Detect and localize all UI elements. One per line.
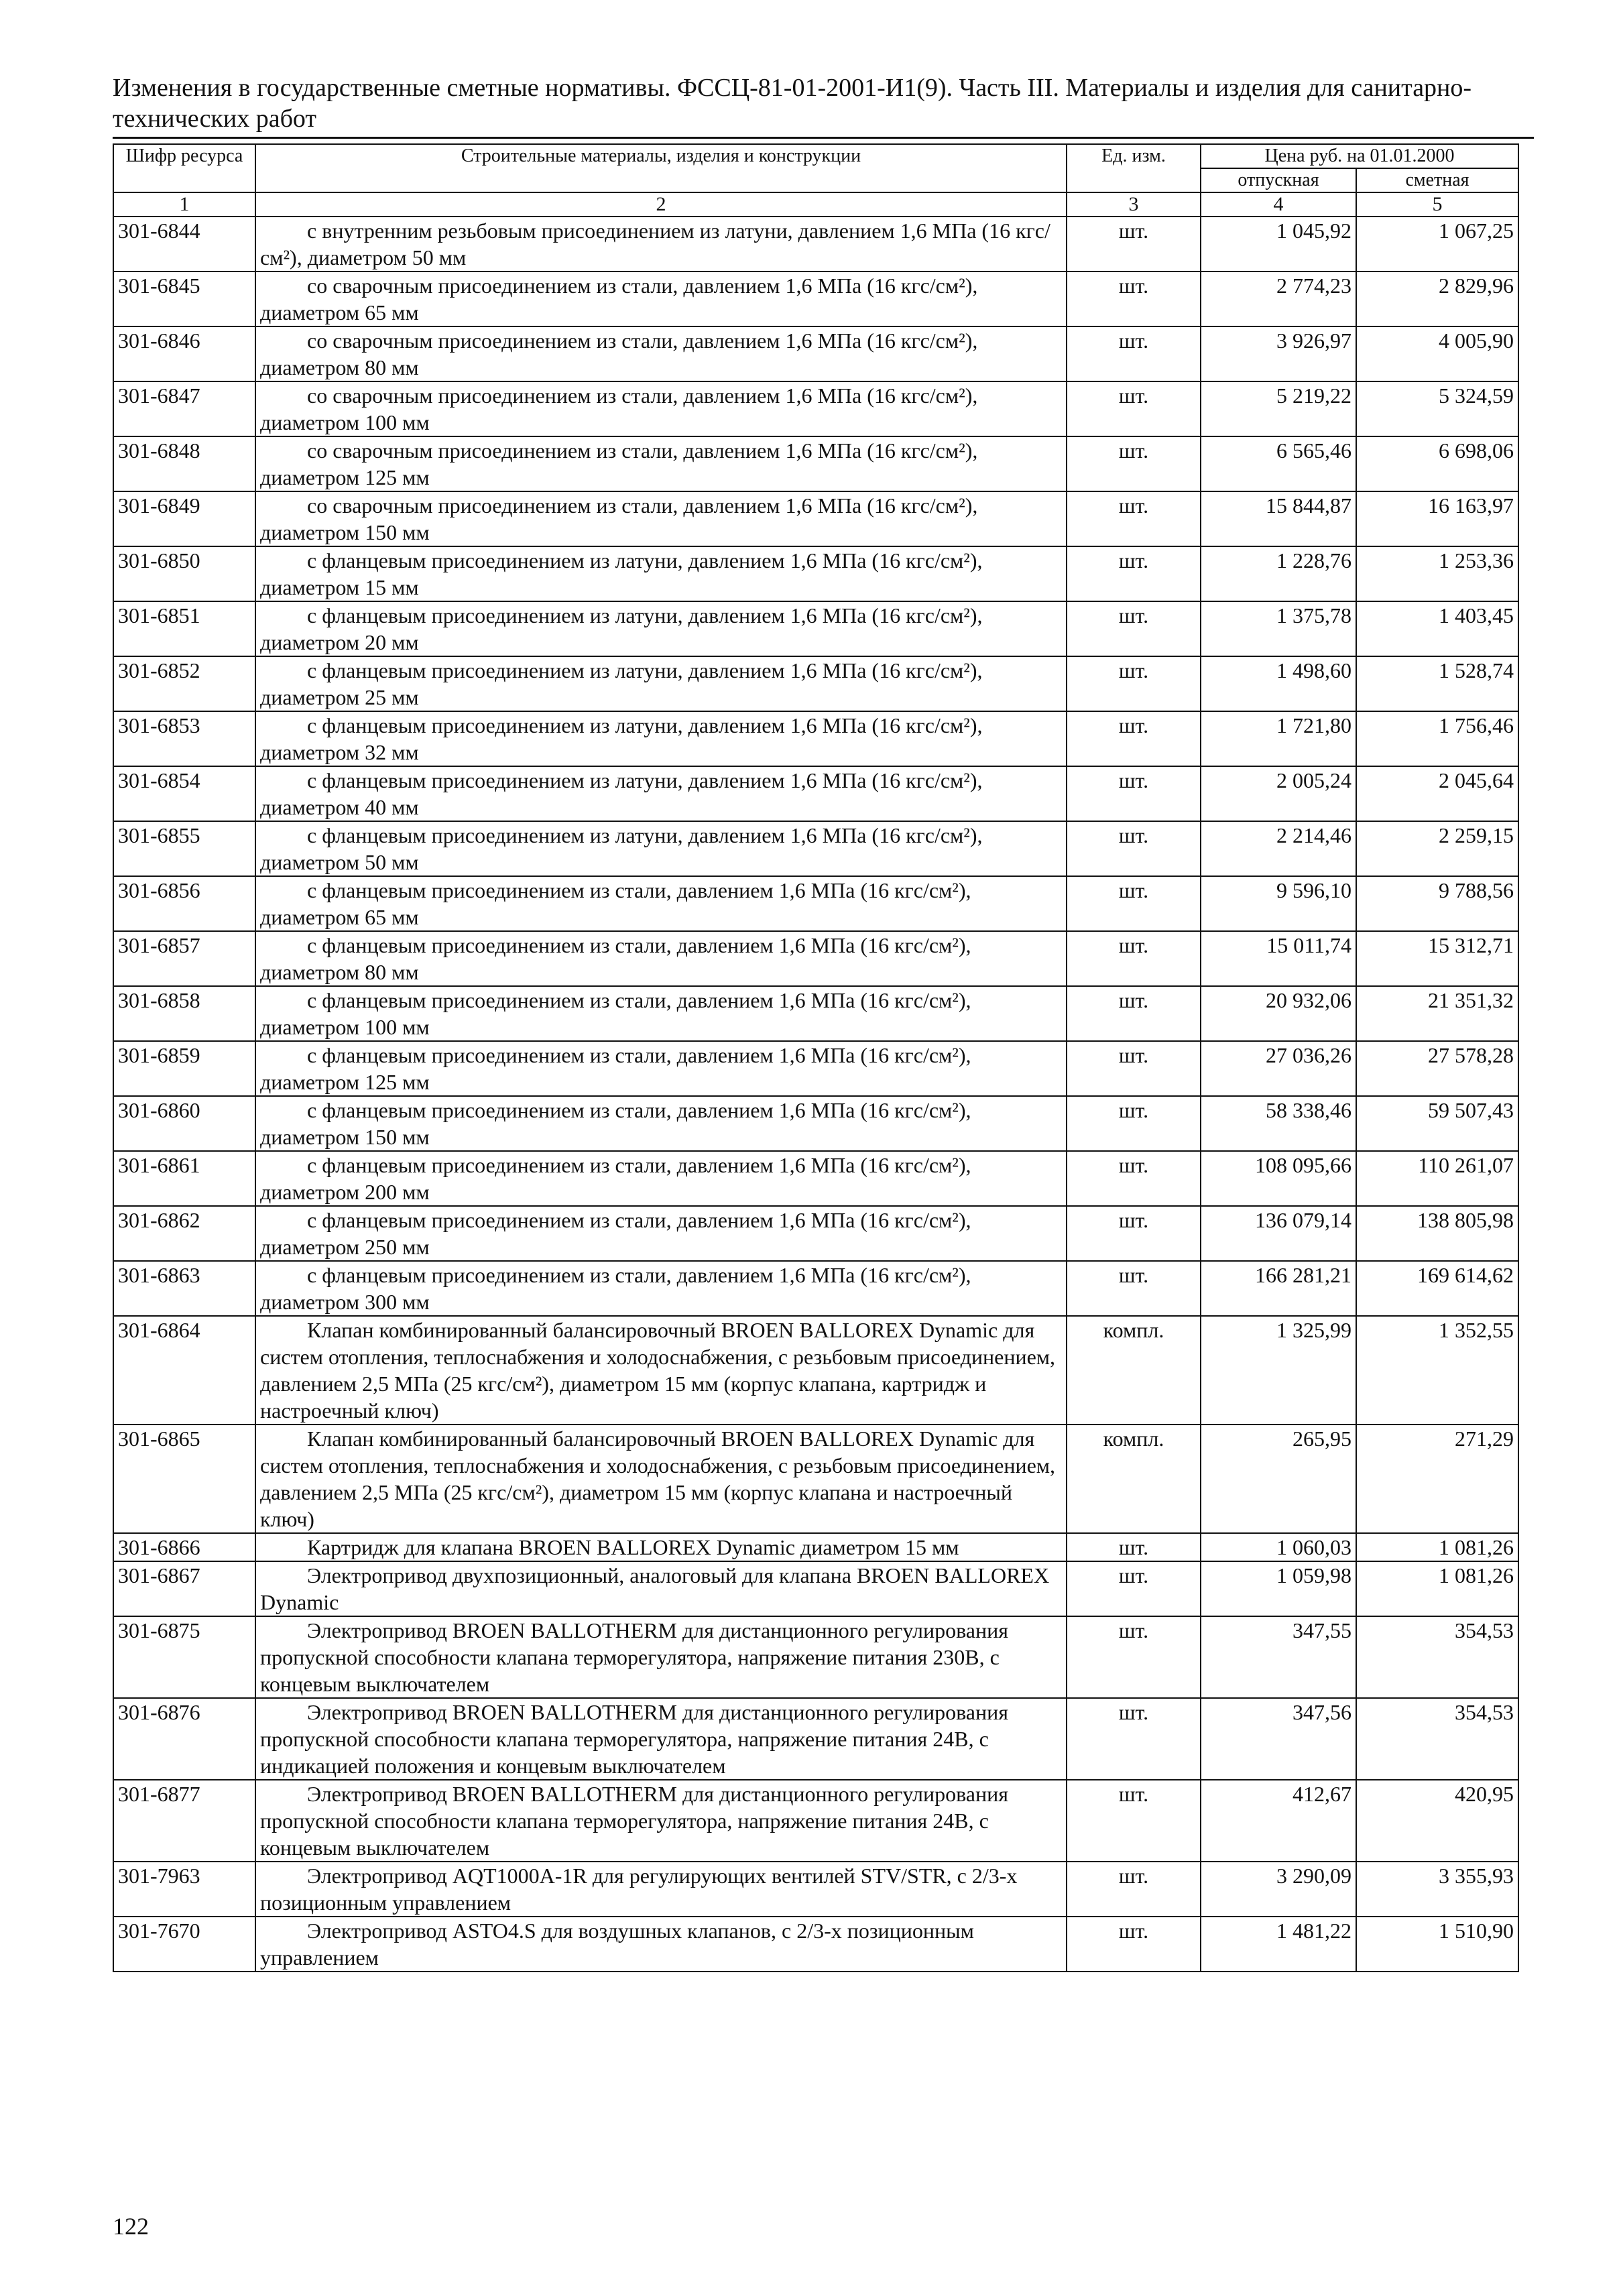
table-row xyxy=(113,326,1518,381)
resource-code: 301-6863 xyxy=(113,1261,255,1316)
release-price-cell: 1 325,99 xyxy=(1201,1316,1356,1425)
resource-code: 301-7670 xyxy=(113,1917,255,1972)
release-price-cell: 1 375,78 xyxy=(1201,601,1356,656)
item-description: со сварочным присоединением из стали, давлением 1,6 МПа (16 кгс/см²), диаметром 80 мм xyxy=(255,326,1067,381)
release-price-cell: 1 060,03 xyxy=(1201,1533,1356,1561)
estimate-price-cell: 1 510,90 xyxy=(1356,1917,1518,1972)
item-description: с фланцевым присоединением из латуни, давлением 1,6 МПа (16 кгс/см²), диаметром 50 мм xyxy=(255,821,1067,876)
table-row xyxy=(113,1206,1518,1261)
estimate-price-cell: 354,53 xyxy=(1356,1616,1518,1698)
item-description: Электропривод двухпозиционный, аналоговый для клапана BROEN BALLOREX Dynamic xyxy=(255,1561,1067,1616)
column-number: 1 xyxy=(113,192,255,217)
unit-cell: шт. xyxy=(1067,876,1201,931)
release-price-cell: 58 338,46 xyxy=(1201,1096,1356,1151)
unit-cell: шт. xyxy=(1067,217,1201,271)
unit-cell: компл. xyxy=(1067,1425,1201,1533)
table-row xyxy=(113,1096,1518,1151)
header-price: Цена руб. на 01.01.2000 xyxy=(1201,144,1518,168)
unit-cell: шт. xyxy=(1067,1533,1201,1561)
release-price-cell: 15 844,87 xyxy=(1201,491,1356,546)
resource-code: 301-6854 xyxy=(113,766,255,821)
page-number: 122 xyxy=(113,2213,149,2240)
unit-cell: шт. xyxy=(1067,1917,1201,1972)
estimate-price-cell: 4 005,90 xyxy=(1356,326,1518,381)
column-number: 3 xyxy=(1067,192,1201,217)
resource-code: 301-6857 xyxy=(113,931,255,986)
estimate-price-cell: 110 261,07 xyxy=(1356,1151,1518,1206)
estimate-price-cell: 1 756,46 xyxy=(1356,711,1518,766)
resource-code: 301-6861 xyxy=(113,1151,255,1206)
resource-code: 301-6844 xyxy=(113,217,255,271)
unit-cell: шт. xyxy=(1067,1041,1201,1096)
release-price-cell: 1 045,92 xyxy=(1201,217,1356,271)
unit-cell: шт. xyxy=(1067,821,1201,876)
release-price-cell: 27 036,26 xyxy=(1201,1041,1356,1096)
item-description: Электропривод BROEN BALLOTHERM для дистанционного регулирования пропускной способности клапана терморегулятора, напряжение питания 24В, с индикацией положения и концевым выключателем xyxy=(255,1698,1067,1780)
unit-cell: шт. xyxy=(1067,601,1201,656)
resource-code: 301-6849 xyxy=(113,491,255,546)
unit-cell: шт. xyxy=(1067,1096,1201,1151)
unit-cell: шт. xyxy=(1067,1561,1201,1616)
release-price-cell: 1 721,80 xyxy=(1201,711,1356,766)
release-price-cell: 3 290,09 xyxy=(1201,1862,1356,1917)
release-price-cell: 1 481,22 xyxy=(1201,1917,1356,1972)
unit-cell: компл. xyxy=(1067,1316,1201,1425)
header-unit: Ед. изм. xyxy=(1067,144,1201,192)
resource-code: 301-6862 xyxy=(113,1206,255,1261)
table-row xyxy=(113,1425,1518,1533)
resource-code: 301-6855 xyxy=(113,821,255,876)
resource-code: 301-6850 xyxy=(113,546,255,601)
unit-cell: шт. xyxy=(1067,1151,1201,1206)
resource-code: 301-6846 xyxy=(113,326,255,381)
unit-cell: шт. xyxy=(1067,271,1201,326)
table-row xyxy=(113,601,1518,656)
estimate-price-cell: 2 829,96 xyxy=(1356,271,1518,326)
table-row xyxy=(113,1316,1518,1425)
unit-cell: шт. xyxy=(1067,1698,1201,1780)
resource-code: 301-6860 xyxy=(113,1096,255,1151)
header-code: Шифр ресурса xyxy=(113,144,255,192)
item-description: с фланцевым присоединением из стали, давлением 1,6 МПа (16 кгс/см²), диаметром 100 мм xyxy=(255,986,1067,1041)
price-table xyxy=(113,143,1519,1972)
release-price-cell: 2 774,23 xyxy=(1201,271,1356,326)
resource-code: 301-6865 xyxy=(113,1425,255,1533)
estimate-price-cell: 59 507,43 xyxy=(1356,1096,1518,1151)
estimate-price-cell: 1 081,26 xyxy=(1356,1533,1518,1561)
column-number-row xyxy=(113,192,1518,217)
item-description: с фланцевым присоединением из стали, давлением 1,6 МПа (16 кгс/см²), диаметром 250 мм xyxy=(255,1206,1067,1261)
resource-code: 301-6866 xyxy=(113,1533,255,1561)
unit-cell: шт. xyxy=(1067,1862,1201,1917)
estimate-price-cell: 138 805,98 xyxy=(1356,1206,1518,1261)
release-price-cell: 108 095,66 xyxy=(1201,1151,1356,1206)
resource-code: 301-6851 xyxy=(113,601,255,656)
resource-code: 301-6856 xyxy=(113,876,255,931)
estimate-price-cell: 169 614,62 xyxy=(1356,1261,1518,1316)
resource-code: 301-6845 xyxy=(113,271,255,326)
estimate-price-cell: 6 698,06 xyxy=(1356,436,1518,491)
item-description: с фланцевым присоединением из стали, давлением 1,6 МПа (16 кгс/см²), диаметром 300 мм xyxy=(255,1261,1067,1316)
resource-code: 301-6848 xyxy=(113,436,255,491)
resource-code: 301-6876 xyxy=(113,1698,255,1780)
resource-code: 301-6877 xyxy=(113,1780,255,1862)
release-price-cell: 9 596,10 xyxy=(1201,876,1356,931)
table-row xyxy=(113,1041,1518,1096)
release-price-cell: 347,55 xyxy=(1201,1616,1356,1698)
release-price-cell: 1 498,60 xyxy=(1201,656,1356,711)
item-description: с фланцевым присоединением из стали, давлением 1,6 МПа (16 кгс/см²), диаметром 80 мм xyxy=(255,931,1067,986)
release-price-cell: 15 011,74 xyxy=(1201,931,1356,986)
item-description: Клапан комбинированный балансировочный BROEN BALLOREX Dynamic для систем отопления, теплоснабжения и холодоснабжения, с резьбовым присоединением, давлением 2,5 МПа (25 кгс/см²), диаметром 15 мм (корпус клапана и настроечный ключ) xyxy=(255,1425,1067,1533)
table-row xyxy=(113,1261,1518,1316)
item-description: с фланцевым присоединением из стали, давлением 1,6 МПа (16 кгс/см²), диаметром 65 мм xyxy=(255,876,1067,931)
column-number: 5 xyxy=(1356,192,1518,217)
estimate-price-cell: 15 312,71 xyxy=(1356,931,1518,986)
table-row xyxy=(113,1151,1518,1206)
table-row xyxy=(113,711,1518,766)
estimate-price-cell: 2 045,64 xyxy=(1356,766,1518,821)
unit-cell: шт. xyxy=(1067,931,1201,986)
estimate-price-cell: 1 352,55 xyxy=(1356,1316,1518,1425)
unit-cell: шт. xyxy=(1067,436,1201,491)
table-row xyxy=(113,986,1518,1041)
table-row xyxy=(113,1561,1518,1616)
estimate-price-cell: 16 163,97 xyxy=(1356,491,1518,546)
item-description: с фланцевым присоединением из латуни, давлением 1,6 МПа (16 кгс/см²), диаметром 15 мм xyxy=(255,546,1067,601)
table-row xyxy=(113,381,1518,436)
table-row xyxy=(113,931,1518,986)
unit-cell: шт. xyxy=(1067,656,1201,711)
estimate-price-cell: 271,29 xyxy=(1356,1425,1518,1533)
table-row xyxy=(113,217,1518,271)
estimate-price-cell: 1 081,26 xyxy=(1356,1561,1518,1616)
release-price-cell: 6 565,46 xyxy=(1201,436,1356,491)
release-price-cell: 2 214,46 xyxy=(1201,821,1356,876)
unit-cell: шт. xyxy=(1067,766,1201,821)
resource-code: 301-6852 xyxy=(113,656,255,711)
table-row xyxy=(113,1698,1518,1780)
item-description: с фланцевым присоединением из латуни, давлением 1,6 МПа (16 кгс/см²), диаметром 25 мм xyxy=(255,656,1067,711)
resource-code: 301-6859 xyxy=(113,1041,255,1096)
estimate-price-cell: 420,95 xyxy=(1356,1780,1518,1862)
item-description: Картридж для клапана BROEN BALLOREX Dynamic диаметром 15 мм xyxy=(255,1533,1067,1561)
release-price-cell: 1 059,98 xyxy=(1201,1561,1356,1616)
item-description: Электропривод ASTO4.S для воздушных клапанов, с 2/3-х позиционным управлением xyxy=(255,1917,1067,1972)
resource-code: 301-6867 xyxy=(113,1561,255,1616)
release-price-cell: 2 005,24 xyxy=(1201,766,1356,821)
estimate-price-cell: 1 253,36 xyxy=(1356,546,1518,601)
item-description: со сварочным присоединением из стали, давлением 1,6 МПа (16 кгс/см²), диаметром 150 мм xyxy=(255,491,1067,546)
estimate-price-cell: 1 528,74 xyxy=(1356,656,1518,711)
item-description: с фланцевым присоединением из стали, давлением 1,6 МПа (16 кгс/см²), диаметром 200 мм xyxy=(255,1151,1067,1206)
item-description: с фланцевым присоединением из латуни, давлением 1,6 МПа (16 кгс/см²), диаметром 40 мм xyxy=(255,766,1067,821)
estimate-price-cell: 9 788,56 xyxy=(1356,876,1518,931)
column-number: 4 xyxy=(1201,192,1356,217)
item-description: Электропривод BROEN BALLOTHERM для дистанционного регулирования пропускной способности клапана терморегулятора, напряжение питания 230В, с концевым выключателем xyxy=(255,1616,1067,1698)
table-row xyxy=(113,436,1518,491)
table-row xyxy=(113,1917,1518,1972)
estimate-price-cell: 1 067,25 xyxy=(1356,217,1518,271)
column-number: 2 xyxy=(255,192,1067,217)
header-name: Строительные материалы, изделия и конструкции xyxy=(255,144,1067,192)
item-description: со сварочным присоединением из стали, давлением 1,6 МПа (16 кгс/см²), диаметром 65 мм xyxy=(255,271,1067,326)
header-estimate-price: сметная xyxy=(1356,168,1518,192)
release-price-cell: 347,56 xyxy=(1201,1698,1356,1780)
resource-code: 301-6858 xyxy=(113,986,255,1041)
table-body xyxy=(113,217,1518,1972)
resource-code: 301-7963 xyxy=(113,1862,255,1917)
release-price-cell: 136 079,14 xyxy=(1201,1206,1356,1261)
estimate-price-cell: 354,53 xyxy=(1356,1698,1518,1780)
release-price-cell: 265,95 xyxy=(1201,1425,1356,1533)
release-price-cell: 5 219,22 xyxy=(1201,381,1356,436)
item-description: Электропривод AQT1000A-1R для регулирующих вентилей STV/STR, с 2/3-х позиционным управлением xyxy=(255,1862,1067,1917)
resource-code: 301-6853 xyxy=(113,711,255,766)
resource-code: 301-6875 xyxy=(113,1616,255,1698)
item-description: с фланцевым присоединением из латуни, давлением 1,6 МПа (16 кгс/см²), диаметром 20 мм xyxy=(255,601,1067,656)
header-divider xyxy=(113,137,1534,139)
unit-cell: шт. xyxy=(1067,326,1201,381)
resource-code: 301-6864 xyxy=(113,1316,255,1425)
release-price-cell: 1 228,76 xyxy=(1201,546,1356,601)
table-row xyxy=(113,271,1518,326)
table-row xyxy=(113,1862,1518,1917)
table-row xyxy=(113,876,1518,931)
unit-cell: шт. xyxy=(1067,546,1201,601)
item-description: Клапан комбинированный балансировочный BROEN BALLOREX Dynamic для систем отопления, теплоснабжения и холодоснабжения, с резьбовым присоединением, давлением 2,5 МПа (25 кгс/см²), диаметром 15 мм (корпус клапана, картридж и настроечный ключ) xyxy=(255,1316,1067,1425)
item-description: с фланцевым присоединением из стали, давлением 1,6 МПа (16 кгс/см²), диаметром 150 мм xyxy=(255,1096,1067,1151)
unit-cell: шт. xyxy=(1067,986,1201,1041)
estimate-price-cell: 3 355,93 xyxy=(1356,1862,1518,1917)
table-row xyxy=(113,821,1518,876)
item-description: с фланцевым присоединением из латуни, давлением 1,6 МПа (16 кгс/см²), диаметром 32 мм xyxy=(255,711,1067,766)
table-row xyxy=(113,1780,1518,1862)
table-row xyxy=(113,766,1518,821)
unit-cell: шт. xyxy=(1067,381,1201,436)
unit-cell: шт. xyxy=(1067,1780,1201,1862)
estimate-price-cell: 1 403,45 xyxy=(1356,601,1518,656)
item-description: Электропривод BROEN BALLOTHERM для дистанционного регулирования пропускной способности клапана терморегулятора, напряжение питания 24В, с концевым выключателем xyxy=(255,1780,1067,1862)
estimate-price-cell: 5 324,59 xyxy=(1356,381,1518,436)
unit-cell: шт. xyxy=(1067,711,1201,766)
unit-cell: шт. xyxy=(1067,1261,1201,1316)
resource-code: 301-6847 xyxy=(113,381,255,436)
unit-cell: шт. xyxy=(1067,491,1201,546)
release-price-cell: 20 932,06 xyxy=(1201,986,1356,1041)
item-description: с внутренним резьбовым присоединением из латуни, давлением 1,6 МПа (16 кгс/см²), диаметром 50 мм xyxy=(255,217,1067,271)
release-price-cell: 412,67 xyxy=(1201,1780,1356,1862)
header-release-price: отпускная xyxy=(1201,168,1356,192)
estimate-price-cell: 2 259,15 xyxy=(1356,821,1518,876)
estimate-price-cell: 21 351,32 xyxy=(1356,986,1518,1041)
table-row xyxy=(113,1533,1518,1561)
item-description: со сварочным присоединением из стали, давлением 1,6 МПа (16 кгс/см²), диаметром 100 мм xyxy=(255,381,1067,436)
table-row xyxy=(113,656,1518,711)
unit-cell: шт. xyxy=(1067,1616,1201,1698)
release-price-cell: 3 926,97 xyxy=(1201,326,1356,381)
release-price-cell: 166 281,21 xyxy=(1201,1261,1356,1316)
page-header-title: Изменения в государственные сметные нормативы. ФССЦ-81-01-2001-И1(9). Часть III. Материалы и изделия для санитарно-технических работ xyxy=(113,74,1472,133)
item-description: с фланцевым присоединением из стали, давлением 1,6 МПа (16 кгс/см²), диаметром 125 мм xyxy=(255,1041,1067,1096)
table-row xyxy=(113,546,1518,601)
unit-cell: шт. xyxy=(1067,1206,1201,1261)
item-description: со сварочным присоединением из стали, давлением 1,6 МПа (16 кгс/см²), диаметром 125 мм xyxy=(255,436,1067,491)
table-row xyxy=(113,1616,1518,1698)
estimate-price-cell: 27 578,28 xyxy=(1356,1041,1518,1096)
table-row xyxy=(113,491,1518,546)
